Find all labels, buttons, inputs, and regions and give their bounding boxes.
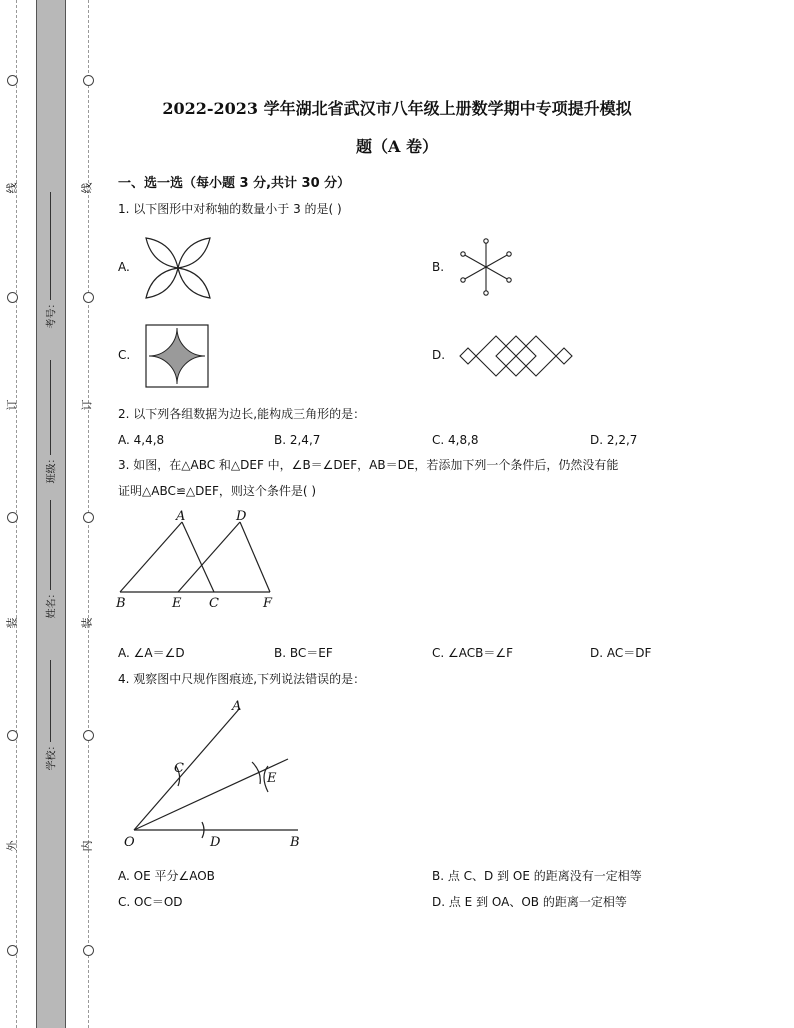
question-2-stem: 2. 以下列各组数据为边长,能构成三角形的是： (118, 407, 366, 421)
field-label: 考号： (46, 298, 58, 329)
q2-option-a[interactable]: A. 4,4,8 (118, 433, 165, 447)
binding-mark: 订 (80, 399, 94, 411)
page-title: 2022-2023 学年湖北省武汉市八年级上册数学期中专项提升模拟 (162, 99, 632, 118)
q1-option-b[interactable]: B. (432, 260, 445, 274)
q4-option-b[interactable]: B. 点 C、D 到 OE 的距离没有一定相等 (432, 869, 642, 883)
q3-option-a[interactable]: A. ∠A＝∠D (118, 646, 185, 660)
q3-option-d[interactable]: D. AC＝DF (590, 646, 652, 660)
q4-option-a[interactable]: A. OE 平分∠AOB (118, 869, 215, 883)
name-field[interactable] (36, 500, 64, 617)
angle-bisector-construction-figure (120, 696, 316, 852)
binding-mark: 线 (5, 182, 19, 194)
binding-mark: 线 (80, 182, 94, 194)
label-e: E (172, 596, 182, 611)
binding-hole (83, 730, 94, 741)
label-d: D (236, 509, 247, 524)
binding-hole (7, 945, 18, 956)
binding-mark: 装 (5, 617, 19, 629)
q4-option-d[interactable]: D. 点 E 到 OA、OB 的距离一定相等 (432, 895, 627, 909)
q2-option-d[interactable]: D. 2,2,7 (590, 433, 638, 447)
binding-mark: 订 (5, 399, 19, 411)
field-label: 班级： (46, 453, 58, 484)
label-b: B (290, 835, 300, 850)
exam-page (112, 0, 792, 1028)
four-petal-figure (142, 234, 214, 302)
binding-mark: 内 (80, 840, 94, 852)
question-4-stem: 4. 观察图中尺规作图痕迹,下列说法错误的是： (118, 672, 366, 686)
field-label: 姓名： (46, 588, 58, 619)
question-1-stem: 1. 以下图形中对称轴的数量小于 3 的是( ) (118, 202, 342, 216)
page-title-line2: 题（A 卷） (356, 137, 438, 156)
q2-option-c[interactable]: C. 4,8,8 (432, 433, 479, 447)
binding-hole (83, 512, 94, 523)
label-f: F (263, 596, 273, 611)
q1-option-d[interactable]: D. (432, 348, 446, 362)
q4-option-c[interactable]: C. OC＝OD (118, 895, 183, 909)
q3-option-c[interactable]: C. ∠ACB＝∠F (432, 646, 514, 660)
class-field[interactable] (36, 360, 64, 482)
label-d: D (210, 835, 221, 850)
binding-margin (0, 0, 110, 1028)
triangles-abc-def-figure (112, 506, 287, 612)
binding-hole (7, 75, 18, 86)
binding-hole (83, 292, 94, 303)
label-a: A (232, 699, 242, 714)
binding-hole (7, 730, 18, 741)
question-3-stem-line2: 证明△ABC≌△DEF，则这个条件是( ) (118, 484, 317, 498)
binding-mark: 装 (80, 617, 94, 629)
square-concave-star-figure (145, 324, 209, 388)
label-o: O (124, 835, 135, 850)
binding-hole (7, 292, 18, 303)
binding-hole (7, 512, 18, 523)
label-b: B (116, 596, 126, 611)
q1-option-a[interactable]: A. (118, 260, 130, 274)
label-a: A (176, 509, 186, 524)
q1-option-c[interactable]: C. (118, 348, 131, 362)
six-ray-star-figure (456, 236, 516, 298)
binding-hole (83, 75, 94, 86)
label-e: E (267, 771, 277, 786)
binding-mark: 外 (5, 840, 19, 852)
q3-option-b[interactable]: B. BC＝EF (274, 646, 333, 660)
field-label: 学校： (46, 740, 58, 771)
q2-option-b[interactable]: B. 2,4,7 (274, 433, 321, 447)
label-c: C (174, 761, 184, 776)
interlocking-diamonds-figure (458, 334, 574, 378)
binding-hole (83, 945, 94, 956)
school-field[interactable] (36, 660, 64, 769)
section-heading: 一、选一选（每小题 3 分,共计 30 分） (118, 176, 351, 191)
exam-number-field[interactable] (36, 192, 64, 327)
question-3-stem-line1: 3. 如图，在△ABC 和△DEF 中，∠B＝∠DEF，AB＝DE，若添加下列一个条件后，仍然没有能 (118, 458, 619, 472)
label-c: C (209, 596, 219, 611)
